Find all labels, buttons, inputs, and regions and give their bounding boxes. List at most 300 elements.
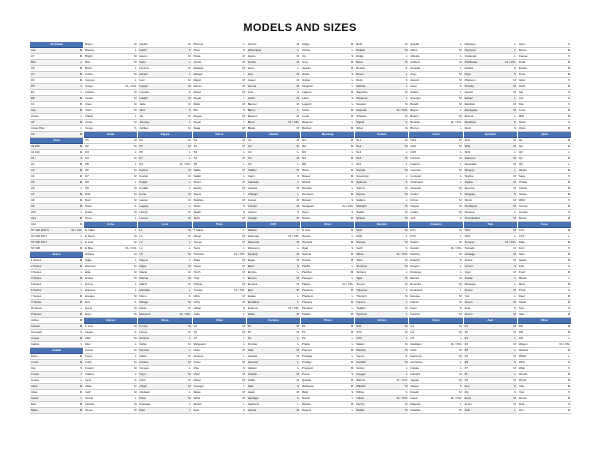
model-name: Dragon — [410, 265, 420, 268]
model-name: Meteor — [302, 175, 311, 178]
model-size: M — [513, 300, 516, 305]
model-name: Blade — [247, 127, 255, 130]
model-name: Allure — [410, 49, 418, 52]
model-name: Knight — [139, 181, 148, 184]
model-size: M — [242, 270, 245, 275]
model-size: M — [79, 78, 83, 83]
model-size: M — [513, 330, 516, 335]
model-name: G3 — [410, 337, 415, 340]
model-name: Marsh — [518, 277, 527, 280]
model-size: L — [297, 402, 300, 407]
model-size: M — [134, 408, 137, 413]
model-size: L — [134, 282, 137, 287]
model-name: Axis — [247, 91, 254, 94]
model-name: Gold — [410, 349, 417, 352]
model-size: M — [513, 402, 516, 407]
model-name: E Line — [85, 241, 94, 244]
model-size: M — [567, 66, 571, 71]
model-name: Force — [85, 355, 93, 358]
model-name: SM2 — [356, 235, 362, 238]
model-size: L — [243, 312, 245, 317]
model-size: M — [459, 282, 462, 287]
model-name: L3 — [139, 241, 143, 244]
model-name: Voyager — [193, 385, 204, 388]
model-size: M — [79, 276, 83, 281]
model-name: Tornado — [464, 247, 475, 250]
model-name: Bravo — [85, 43, 93, 46]
model-name: Clarity — [85, 115, 94, 118]
model-size: M — [405, 138, 408, 143]
model-size: L — [405, 372, 408, 377]
model-name: A9 — [31, 205, 35, 208]
model-size: M — [459, 168, 462, 173]
model-size: M — [567, 294, 571, 299]
model-name: Velox — [193, 349, 201, 352]
model-size: M — [134, 198, 137, 203]
model-name: Bayou — [410, 109, 419, 112]
model-name: Forte — [85, 361, 92, 364]
model-name: SN2 — [464, 145, 471, 148]
model-name: Tribute — [193, 283, 203, 286]
table-row — [464, 408, 517, 414]
model-size: L — [189, 288, 191, 293]
model-name: X Series — [31, 301, 42, 304]
model-size: L — [568, 234, 571, 239]
model-name: F2 — [31, 103, 35, 106]
model-name: S1 — [193, 139, 198, 142]
model-name: Yale — [518, 385, 525, 388]
model-name: W2 — [518, 331, 524, 334]
model-name: Equinox — [85, 289, 96, 292]
model-name: D4 — [85, 157, 89, 160]
model-size: S — [513, 390, 516, 395]
model-name: Mist — [518, 115, 524, 118]
model-size: M — [79, 246, 83, 251]
model-name: Accent — [247, 43, 257, 46]
model-name: Nordic — [302, 217, 311, 220]
model-name: Warrior — [356, 379, 366, 382]
model-name: Verdant — [356, 361, 366, 364]
model-size: S — [188, 294, 191, 299]
model-name: Pulse — [193, 55, 201, 58]
model-size: L — [80, 234, 83, 239]
model-name: Astra — [31, 385, 38, 388]
model-size: S — [459, 216, 462, 221]
model-name: Triumph — [356, 295, 367, 298]
model-size: M — [79, 354, 83, 359]
model-name: Clipper — [410, 205, 420, 208]
model-size: M — [513, 84, 516, 89]
model-size: M — [567, 126, 571, 131]
section-header: Glory — [409, 318, 462, 324]
table-row — [518, 408, 571, 414]
model-size: M — [188, 198, 191, 203]
model-size: M — [567, 144, 571, 149]
model-size: M — [513, 228, 516, 233]
model-name: N Line — [139, 325, 148, 328]
model-size: M — [242, 396, 245, 401]
section-header: Quill — [518, 132, 571, 138]
model-size: S — [351, 210, 354, 215]
model-name: Trail — [193, 277, 199, 280]
model-name: Frost — [518, 73, 526, 76]
model-size: L — [568, 150, 571, 155]
model-size: M — [134, 42, 137, 47]
model-size: M — [459, 186, 462, 191]
model-size: M — [242, 300, 245, 305]
model-size: L — [297, 162, 300, 167]
model-name: Bandit — [410, 103, 419, 106]
model-name: Z2 — [464, 331, 468, 334]
model-size: M — [350, 180, 354, 185]
model-name: Urban — [193, 307, 202, 310]
model-size: M — [296, 198, 300, 203]
model-name: S2 — [193, 145, 198, 148]
model-size: M — [79, 204, 83, 209]
model-name: V1 — [193, 325, 198, 328]
model-size: M — [567, 330, 571, 335]
model-size: M — [350, 258, 354, 263]
model-size: M — [405, 294, 408, 299]
section-header: Drift — [247, 222, 300, 228]
model-size: L — [405, 174, 408, 179]
model-name: Valiant — [356, 343, 365, 346]
model-name: Aurora — [247, 85, 257, 88]
model-name: Brio — [85, 61, 91, 64]
model-name: Sequoia — [356, 109, 367, 112]
model-name: Durango — [410, 271, 422, 274]
model-name: W3 — [518, 337, 524, 340]
model-size: M — [567, 60, 571, 65]
model-size: M — [350, 108, 354, 113]
model-size: M — [405, 156, 408, 161]
model-name: Journey — [139, 121, 150, 124]
model-size: M — [350, 300, 354, 305]
model-size: M — [242, 216, 245, 221]
model-size: M — [513, 198, 516, 203]
model-size: M — [567, 408, 571, 413]
model-size: S — [80, 330, 83, 335]
model-name: Vector — [464, 259, 473, 262]
model-name: Renegade — [464, 109, 478, 112]
section-header: Trek — [464, 222, 517, 228]
model-name: Cayman — [410, 169, 421, 172]
model-size: M — [459, 210, 462, 215]
model-name: A4 — [31, 175, 35, 178]
model-name: E Max — [85, 247, 94, 250]
model-name: A10 — [31, 211, 36, 214]
model-size: L — [405, 234, 408, 239]
model-size: S — [351, 372, 354, 377]
model-size: L — [568, 162, 571, 167]
model-size: M — [134, 276, 137, 281]
model-name: Empire — [247, 271, 257, 274]
model-size: S — [405, 66, 408, 71]
model-name: Spirit — [193, 217, 200, 220]
model-size: M — [188, 54, 191, 59]
model-name: Envoy — [85, 283, 93, 286]
model-name: Sovereign — [356, 175, 369, 178]
model-size: L — [80, 126, 83, 131]
model-name: Shadow — [356, 115, 367, 118]
model-size: L — [405, 84, 408, 89]
model-size: M — [296, 288, 300, 293]
model-size: M — [242, 294, 245, 299]
model-name: Explorer — [247, 307, 259, 310]
model-size: M — [242, 324, 245, 329]
model-name: Sentry — [193, 187, 202, 190]
model-name: Nomad — [139, 349, 149, 352]
model-name: Rebel — [193, 91, 201, 94]
model-size: M — [188, 102, 191, 107]
table-column — [247, 42, 300, 414]
model-name: S5 — [193, 163, 198, 166]
model-name: SL1 — [356, 139, 362, 142]
model-size: M — [350, 114, 354, 119]
model-name: Infinity — [302, 49, 311, 52]
model-name: Rush — [464, 127, 472, 130]
model-name: ST 100 (2017) — [31, 229, 49, 232]
model-size: L — [134, 78, 137, 83]
table-row — [84, 408, 137, 414]
model-size: M — [567, 186, 571, 191]
model-name: Whirl — [518, 199, 526, 202]
model-size: M — [567, 114, 571, 119]
model-name: Orbit — [139, 379, 146, 382]
model-size: M — [296, 372, 300, 377]
model-size: M — [513, 90, 516, 95]
model-name: Ranger — [193, 73, 203, 76]
model-size: M — [296, 348, 300, 353]
model-name: Hawk — [247, 391, 255, 394]
model-name: Spark — [193, 211, 201, 214]
model-size: M — [405, 60, 408, 65]
model-name: Avant — [31, 397, 39, 400]
model-size: L — [189, 402, 191, 407]
model-size: M — [350, 168, 354, 173]
model-size: L — [243, 342, 245, 347]
model-size: M — [188, 384, 191, 389]
model-name: Magna — [139, 259, 148, 262]
model-name: Ripple — [518, 169, 527, 172]
model-size: S — [405, 180, 408, 185]
model-size: L — [514, 42, 516, 47]
model-size: M — [567, 192, 571, 197]
table-column — [518, 42, 571, 414]
section-header: Bravo — [30, 252, 83, 258]
model-name: Z5 — [464, 349, 468, 352]
model-size: L — [297, 180, 300, 185]
model-name: Dynasty — [247, 253, 258, 256]
model-name: Lotus — [302, 109, 309, 112]
model-size: L — [514, 48, 516, 53]
model-size: S — [188, 108, 191, 113]
model-name: Sunrise — [356, 241, 366, 244]
model-name: Amber — [247, 61, 257, 64]
model-name: Indigo — [302, 43, 310, 46]
model-size: L — [460, 336, 462, 341]
model-size: M — [513, 288, 516, 293]
model-size: M — [405, 210, 408, 215]
model-name: F2 — [247, 331, 252, 334]
model-name: Velocity — [356, 349, 366, 352]
model-size: XL / XXL — [450, 342, 462, 347]
model-name: Cabrio — [31, 343, 40, 346]
model-name: Ravine — [302, 403, 311, 406]
model-size: M — [134, 390, 137, 395]
model-name: Metro — [139, 295, 147, 298]
model-size: M — [350, 270, 354, 275]
model-name: D3 — [31, 79, 35, 82]
model-name: Breeze — [85, 49, 95, 52]
section-header: Fortune — [247, 318, 300, 324]
model-name: Twilight — [356, 307, 366, 310]
model-size: M — [296, 96, 300, 101]
section-header: Aura — [30, 138, 83, 144]
model-name: Prowler — [464, 85, 475, 88]
model-size: M — [134, 360, 137, 365]
model-name: TR1 — [464, 229, 470, 232]
section-header: Summit — [355, 222, 408, 228]
model-name: L4 — [139, 247, 143, 250]
model-size: M — [350, 378, 354, 383]
model-name: Defender — [247, 235, 260, 238]
model-size: L — [460, 108, 462, 113]
model-size: M — [459, 48, 462, 53]
model-size: M — [188, 216, 191, 221]
model-name: Patriot — [302, 283, 311, 286]
model-size: M — [188, 342, 191, 347]
model-size: M — [405, 204, 408, 209]
model-size: L — [460, 180, 462, 185]
model-name: Rally — [302, 391, 309, 394]
model-size: L — [189, 348, 191, 353]
model-name: Blaze — [31, 409, 38, 412]
model-name: Traverse — [356, 289, 368, 292]
model-size: XL / XXL — [125, 246, 137, 251]
model-size: M — [79, 168, 83, 173]
model-name: Frontier — [247, 343, 258, 346]
model-size: L — [405, 336, 408, 341]
model-size: L — [351, 354, 354, 359]
model-name: Magnum — [302, 121, 313, 124]
models-sizes-table — [30, 42, 571, 414]
model-size: M — [567, 108, 571, 113]
model-name: Safari — [193, 175, 201, 178]
model-name: Jade — [139, 103, 146, 106]
model-size: L — [243, 120, 245, 125]
model-name: Topaz — [193, 265, 202, 268]
model-name: Harbor — [139, 43, 148, 46]
model-name: Alpine — [247, 55, 256, 58]
model-size: M — [405, 240, 408, 245]
model-size: M — [405, 126, 408, 131]
model-name: Wynd — [518, 379, 526, 382]
model-name: Intrepid — [410, 373, 420, 376]
model-name: Major — [139, 265, 147, 268]
model-size: L — [189, 60, 191, 65]
model-name: Typhoon — [356, 313, 367, 316]
model-size: L — [460, 366, 462, 371]
model-size: M — [188, 252, 191, 257]
model-name: Unity — [193, 301, 200, 304]
model-size: S — [242, 210, 245, 215]
model-size: L — [351, 276, 354, 281]
model-name: Q2 — [518, 145, 523, 148]
model-name: Halo — [247, 385, 254, 388]
model-size: M — [296, 186, 300, 191]
model-name: SL5 — [356, 163, 362, 166]
model-name: Monaco — [302, 187, 312, 190]
model-name: Rider — [193, 103, 201, 106]
model-size: M — [513, 180, 516, 185]
model-size: M — [405, 348, 408, 353]
section-header: Sentinel — [464, 132, 517, 138]
model-size: M — [242, 264, 245, 269]
model-name: Ali 300 — [31, 145, 40, 148]
model-name: Outlander — [464, 55, 477, 58]
model-name: M5 — [302, 163, 306, 166]
model-size: M — [350, 174, 354, 179]
model-name: Evoque — [410, 295, 420, 298]
model-size: M — [350, 216, 354, 221]
model-size: M — [79, 222, 83, 227]
model-size: L — [80, 186, 83, 191]
model-name: A11 — [31, 217, 36, 220]
model-size: M — [567, 84, 571, 89]
model-name: Tundra — [193, 289, 203, 292]
model-name: Carina — [85, 91, 94, 94]
model-name: Aria — [247, 73, 253, 76]
model-name: Focus — [85, 349, 93, 352]
model-size: M — [188, 282, 191, 287]
model-size: M — [459, 408, 462, 413]
model-size: M — [134, 102, 137, 107]
model-name: C5 — [31, 67, 35, 70]
model-size: L — [405, 162, 408, 167]
table-row — [247, 408, 300, 414]
model-size: L — [134, 162, 137, 167]
model-size: M — [405, 48, 408, 53]
model-size: M — [459, 198, 462, 203]
model-name: F3 — [247, 337, 252, 340]
section-header: Nova — [138, 318, 191, 324]
model-name: Mirage — [139, 301, 148, 304]
model-size: L — [351, 48, 354, 53]
section-header: Delta — [84, 132, 137, 138]
model-size: M — [296, 330, 300, 335]
model-size: M — [242, 84, 245, 89]
model-size: S — [513, 384, 516, 389]
model-size: M — [134, 252, 137, 257]
model-name: Sierra — [193, 193, 202, 196]
model-size: L — [460, 126, 462, 131]
model-size: M — [350, 312, 354, 317]
model-size: L — [351, 408, 354, 413]
model-size: M — [188, 114, 191, 119]
model-name: D1 — [85, 139, 89, 142]
model-name: Wind — [193, 397, 200, 400]
model-name: Firebird — [410, 313, 420, 316]
model-size: M — [459, 240, 462, 245]
model-size: M — [513, 144, 516, 149]
model-name: Mode — [139, 307, 147, 310]
model-size: M — [134, 72, 137, 77]
model-name: Encore — [247, 277, 257, 280]
model-name: Cruise — [31, 379, 40, 382]
model-name: Wagon — [518, 343, 528, 346]
model-name: Thunder — [193, 253, 205, 256]
